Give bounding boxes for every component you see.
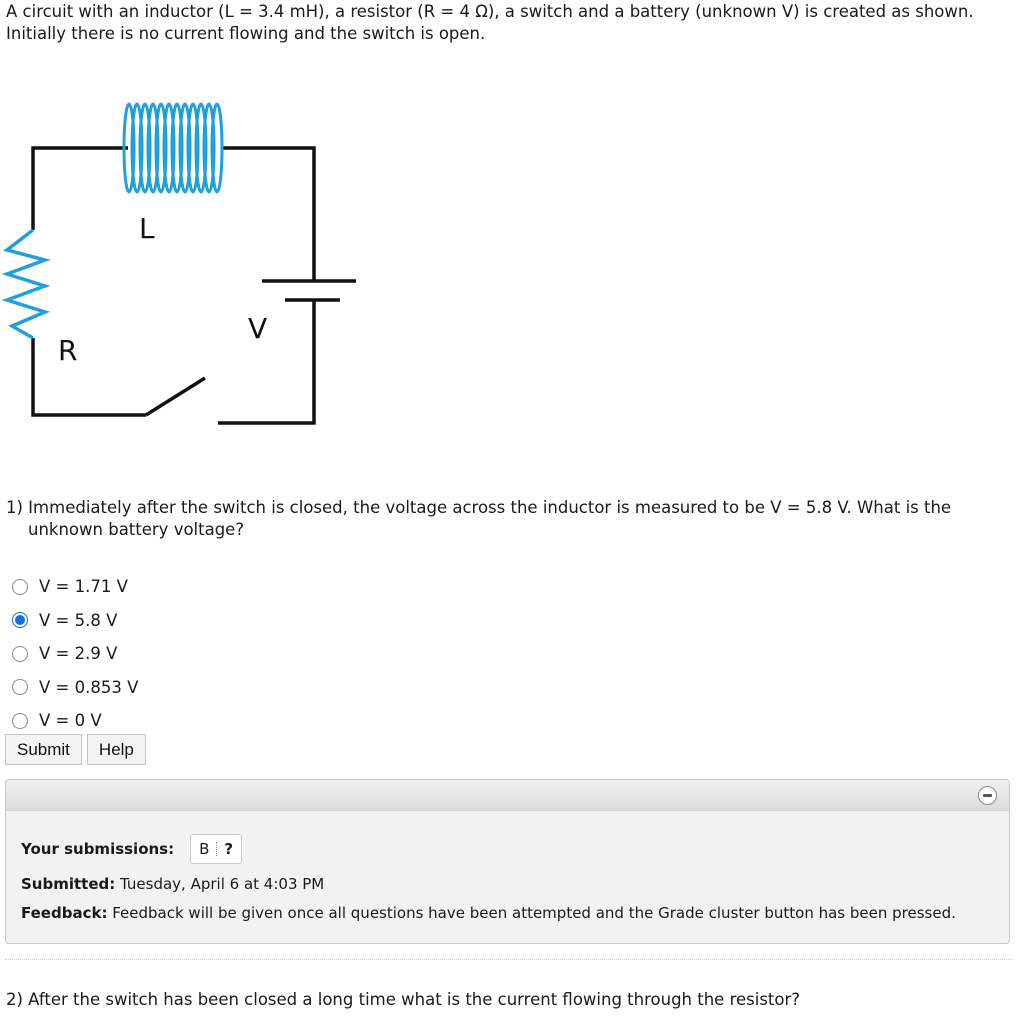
circuit-diagram [0,88,380,438]
radio-button[interactable] [12,679,28,695]
wire-top-left [33,148,128,230]
feedback-row [21,904,956,922]
option-label: V = 1.71 V [39,577,128,597]
your-submissions-row [21,834,242,864]
label-resistor: R [58,334,78,367]
option-1[interactable] [12,570,138,604]
submitted-label: Submitted: [21,875,116,893]
question-divider [5,959,1013,960]
question-1-line-2: unknown battery voltage? [28,520,245,539]
wire-top-right [222,148,314,281]
submitted-value: Tuesday, April 6 at 4:03 PM [120,875,325,893]
question-1 [6,497,1016,541]
radio-button-selected[interactable] [12,612,28,628]
submissions-panel-header [6,780,1009,811]
inductor-coil [124,104,222,192]
question-1-line-1: 1) Immediately after the switch is closed, the voltage across the inductor is measured to be V = 5.8 V. What is the [6,498,952,517]
option-label: V = 0.853 V [39,677,139,697]
radio-button[interactable] [12,579,28,595]
problem-intro [6,1,1016,45]
answer-options [12,570,138,738]
your-submissions-label: Your submissions: [21,840,175,858]
feedback-value: Feedback will be given once all questions have been attempted and the Grade cluster button has been pressed. [112,904,956,922]
submission-entry: B [199,840,210,858]
label-voltage: V [248,312,268,345]
option-5[interactable] [12,704,138,738]
option-2[interactable] [12,604,138,638]
submit-button[interactable]: Submit [5,734,82,765]
radio-button[interactable] [12,713,28,729]
intro-line-2: Initially there is no current flowing and the switch is open. [6,24,486,43]
option-label: V = 2.9 V [39,644,118,664]
collapse-icon[interactable] [978,786,997,805]
submitted-row [21,875,324,893]
submission-history [190,834,242,864]
wire-bottom-left [33,338,146,415]
option-4[interactable] [12,671,138,705]
option-label: V = 5.8 V [39,610,118,630]
feedback-label: Feedback: [21,904,108,922]
intro-line-1: A circuit with an inductor (L = 3.4 mH), a resistor (R = 4 Ω), a switch and a battery (unknown V) is created as shown. [6,2,974,21]
submissions-panel [5,779,1010,944]
resistor-zigzag [7,230,45,338]
question-2: 2) After the switch has been closed a long time what is the current flowing through the resistor? [6,990,801,1009]
switch-blade [146,378,205,415]
pending-submission-icon: ? [224,840,234,858]
help-button[interactable]: Help [87,734,146,765]
option-label: V = 0 V [39,711,102,731]
radio-button[interactable] [12,646,28,662]
label-inductor: L [139,212,155,245]
option-3[interactable] [12,637,138,671]
question-1-actions [5,734,146,765]
